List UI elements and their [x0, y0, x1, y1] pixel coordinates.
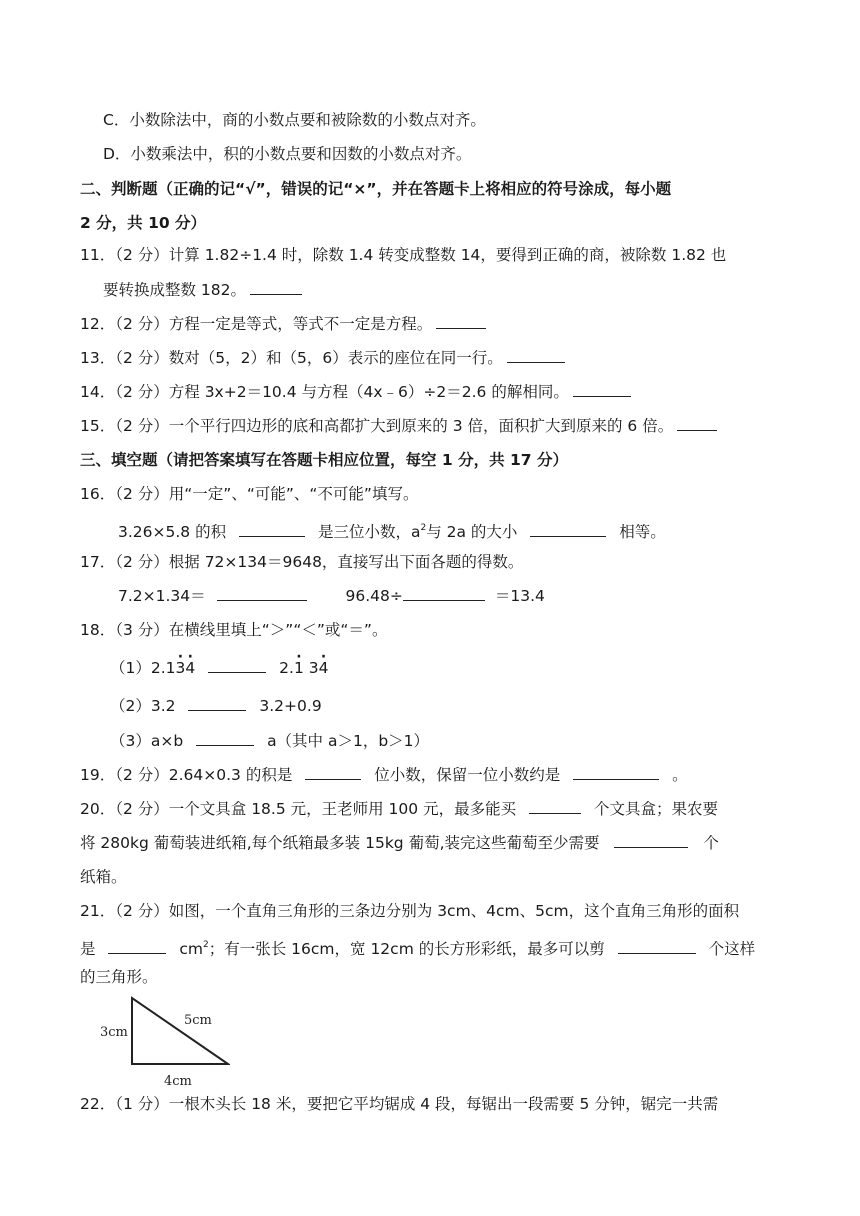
question-21-end: 的三角形。: [80, 968, 158, 986]
question-17: 17．（2 分）根据 72×134＝9648，直接写出下面各题的得数。: [80, 553, 524, 571]
q21-text-d: 个这样: [708, 940, 756, 958]
question-16-body: [118, 518, 666, 542]
question-14-text: 14．（2 分）方程 3x+2＝10.4 与方程（4x﹣6）÷2＝2.6 的解相同。: [80, 383, 569, 401]
answer-blank[interactable]: [188, 696, 246, 711]
answer-blank[interactable]: [239, 522, 305, 537]
q18-p3-left: （3）a×b: [110, 732, 184, 750]
digit: 3: [308, 659, 319, 677]
question-20-cont: [80, 833, 719, 853]
answer-blank[interactable]: [250, 280, 302, 295]
answer-blank[interactable]: [208, 658, 266, 673]
answer-blank[interactable]: [573, 765, 659, 780]
q17-expr2: 96.48÷: [345, 587, 403, 605]
q20-text-c: 将 280kg 葡萄装进纸箱,每个纸箱最多装 15kg 葡萄,装完这些葡萄至少需要: [80, 834, 600, 852]
question-15-text: 15．（2 分）一个平行四边形的底和高都扩大到原来的 3 倍，面积扩大到原来的 6 倍。: [80, 417, 674, 435]
answer-blank[interactable]: [305, 765, 361, 780]
section2-title: 二、判断题（正确的记“√”，错误的记“×”，并在答题卡上将相应的符号涂成，每小题: [80, 180, 672, 198]
question-21: 21．（2 分）如图，一个直角三角形的三条边分别为 3cm、4cm、5cm，这个直角三角形的面积: [80, 902, 740, 920]
question-19: [80, 765, 688, 785]
q19-text-a: 19．（2 分）2.64×0.3 的积是: [80, 766, 293, 784]
q20-text-a: 20．（2 分）一个文具盒 18.5 元，王老师用 100 元，最多能买: [80, 800, 517, 818]
q21-unit: cm: [179, 940, 204, 958]
q18-p2-left: （2）3.2: [110, 697, 176, 715]
answer-blank[interactable]: [614, 833, 688, 848]
q18-p1-right: 2.: [279, 659, 294, 677]
option-c: C．小数除法中，商的小数点要和被除数的小数点对齐。: [103, 111, 486, 129]
answer-blank[interactable]: [403, 586, 485, 601]
q21-text-c: ；有一张长 16cm，宽 12cm 的长方形彩纸，最多可以剪: [208, 940, 605, 958]
question-21-cont: [80, 935, 755, 959]
superscript: 2: [420, 523, 427, 533]
q18-p2-right: 3.2+0.9: [259, 697, 322, 715]
repeating-digit: · 4: [185, 658, 195, 678]
answer-blank[interactable]: [436, 314, 486, 329]
q16-part3: 与 2a 的大小: [426, 523, 518, 541]
q17-expr2-result: ＝13.4: [494, 587, 545, 605]
triangle-side-a-label: 3cm: [100, 1025, 128, 1040]
repeating-digit: · 4: [319, 658, 329, 678]
option-d: D．小数乘法中，积的小数点要和因数的小数点对齐。: [103, 145, 472, 163]
question-20-end: 纸箱。: [80, 868, 127, 886]
answer-blank[interactable]: [677, 416, 717, 431]
section2-title-cont: 2 分，共 10 分）: [80, 214, 207, 232]
answer-blank[interactable]: [618, 939, 696, 954]
question-13: [80, 348, 569, 368]
section3-title: 三、填空题（请把答案填写在答题卡相应位置，每空 1 分，共 17 分）: [80, 451, 568, 469]
repeating-digit: · 3: [176, 658, 186, 678]
q19-text-b: 位小数，保留一位小数约是: [374, 766, 561, 784]
question-22: 22．（1 分）一根木头长 18 米，要把它平均锯成 4 段，每锯出一段需要 5 分钟，锯完一共需: [80, 1095, 719, 1113]
triangle-side-b-label: 4cm: [164, 1074, 192, 1089]
q18-p1-left: （1）2.1: [110, 659, 176, 677]
answer-blank[interactable]: [196, 731, 254, 746]
right-triangle-figure: [100, 990, 230, 1090]
question-14: [80, 382, 635, 402]
q17-expr1: 7.2×1.34＝: [118, 587, 206, 605]
answer-blank[interactable]: [108, 939, 166, 954]
q20-text-b: 个文具盒；果农要: [593, 800, 718, 818]
answer-blank[interactable]: [507, 348, 565, 363]
q21-text-a: 是: [80, 940, 96, 958]
question-18-part2: [110, 696, 322, 716]
answer-blank[interactable]: [573, 382, 631, 397]
question-12: [80, 314, 490, 334]
q18-p3-right: a（其中 a＞1，b＞1）: [267, 732, 430, 750]
answer-blank[interactable]: [529, 799, 581, 814]
question-16: 16．（2 分）用“一定”、“可能”、“不可能”填写。: [80, 485, 419, 503]
question-13-text: 13．（2 分）数对（5，2）和（5，6）表示的座位在同一行。: [80, 349, 503, 367]
answer-blank[interactable]: [217, 586, 307, 601]
answer-blank[interactable]: [530, 522, 606, 537]
question-12-text: 12．（2 分）方程一定是等式，等式不一定是方程。: [80, 315, 433, 333]
question-18: 18．（3 分）在横线里填上“＞”“＜”或“＝”。: [80, 621, 388, 639]
question-11-text: 要转换成整数 182。: [103, 281, 247, 299]
q20-text-d: 个: [703, 834, 719, 852]
superscript: 2: [203, 940, 209, 950]
q16-part2: 是三位小数，a: [317, 523, 421, 541]
q19-text-c: 。: [672, 766, 688, 784]
question-15: [80, 416, 721, 436]
question-18-part1: [110, 658, 329, 678]
question-20: [80, 799, 718, 819]
repeating-digit: · 1: [294, 658, 304, 678]
question-11: 11．（2 分）计算 1.82÷1.4 时，除数 1.4 转变成整数 14，要得到正确的商，被除数 1.82 也: [80, 246, 727, 264]
triangle-side-c-label: 5cm: [184, 1013, 212, 1028]
question-17-body: [118, 586, 545, 606]
q16-part1: 3.26×5.8 的积: [118, 523, 227, 541]
question-11-cont: [103, 280, 306, 300]
triangle-shape: [132, 998, 228, 1064]
q16-part4: 相等。: [619, 523, 666, 541]
question-18-part3: [110, 731, 429, 751]
